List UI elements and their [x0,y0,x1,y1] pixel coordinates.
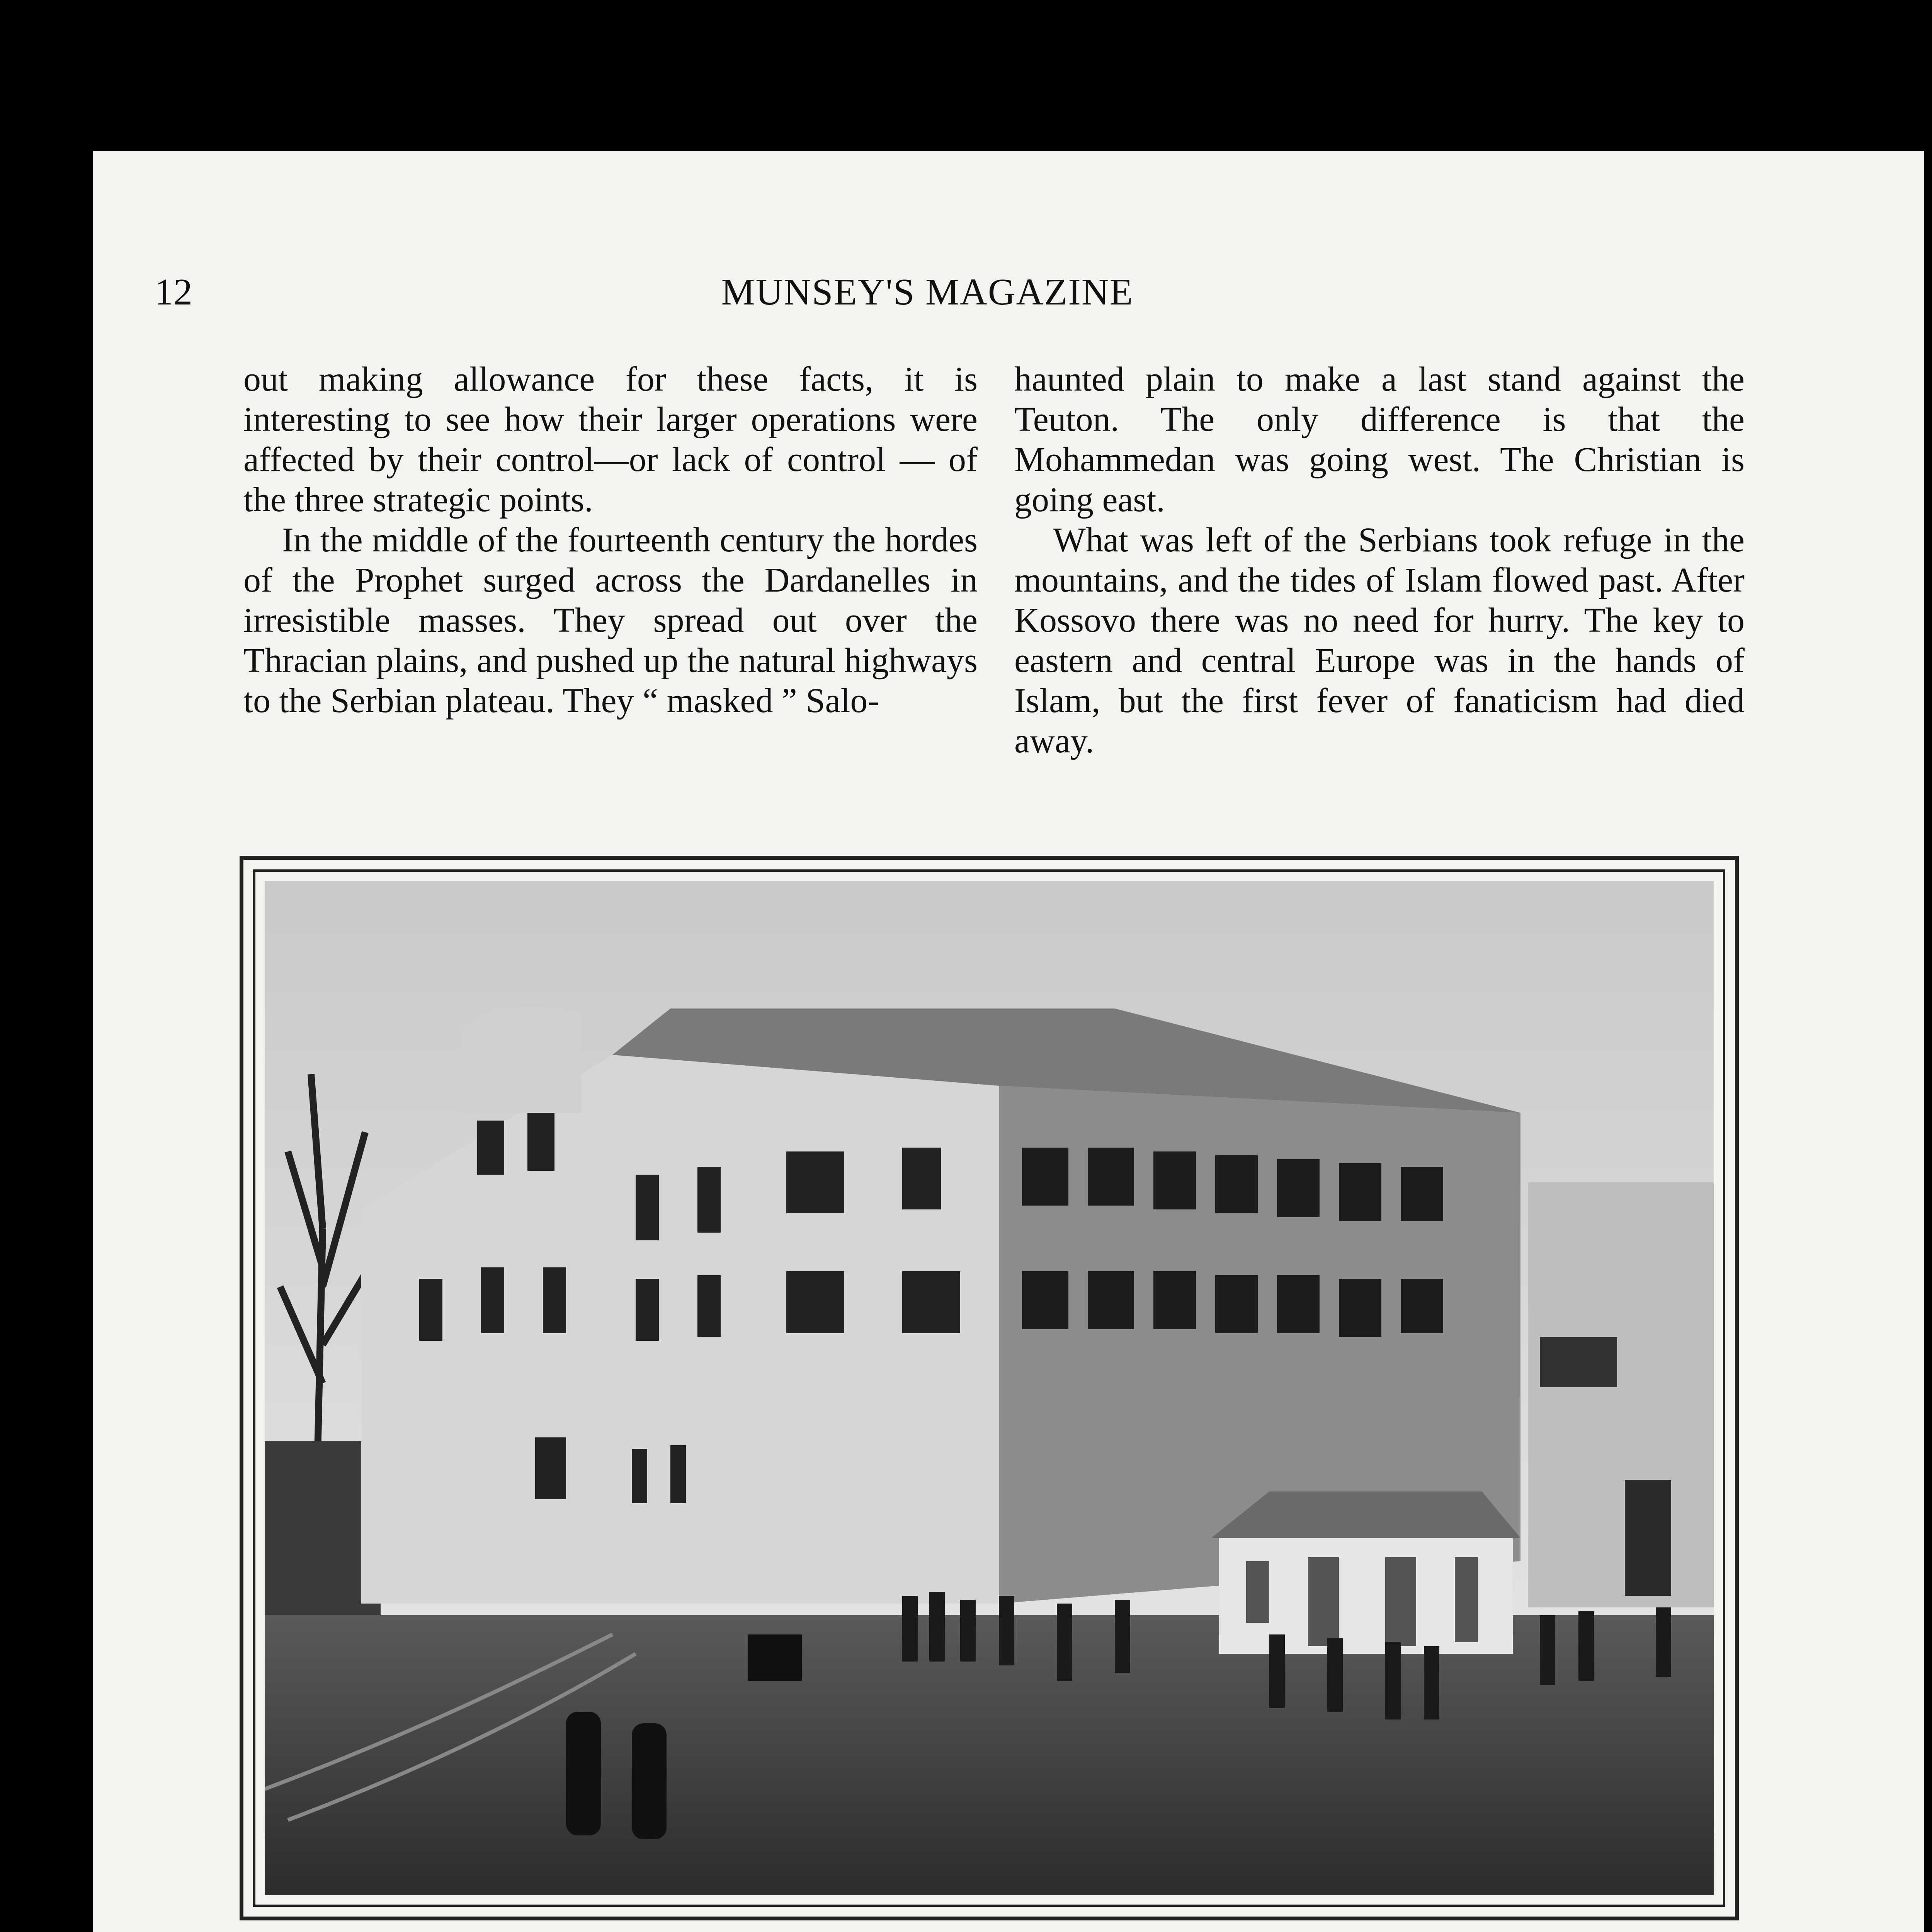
top-left-column [243,359,978,721]
adjacent-building [1528,1182,1714,1607]
palace-illustration [265,881,1714,1895]
paragraph: What was left of the Serbians took refuge in the mountains, and the tides of Islam flowed past. After Kossovo there was no need for hurry. The key to eastern and central Europe was in the hands of Islam, but the first fever of fanaticism had died away. [1014,521,1745,760]
top-right-column [1014,359,1745,761]
paragraph: haunted plain to make a last stand against the Teuton. The only difference is that the Mohammedan was going west. The Christian is going east. [1014,360,1745,519]
page-number: 12 [155,271,192,313]
palace-photograph [265,881,1714,1895]
running-header: MUNSEY'S MAGAZINE [721,271,1134,313]
paragraph: In the middle of the fourteenth century the hordes of the Prophet surged across the Dardanelles in irresistible masses. They spread out over the Thracian plains, and pushed up the natural highways to the Serbian plateau. They “ masked ” Salo- [243,521,978,720]
paragraph: out making allowance for these facts, it is interesting to see how their larger operations were affected by their control—or lack of control — of the three strategic points. [243,360,978,519]
